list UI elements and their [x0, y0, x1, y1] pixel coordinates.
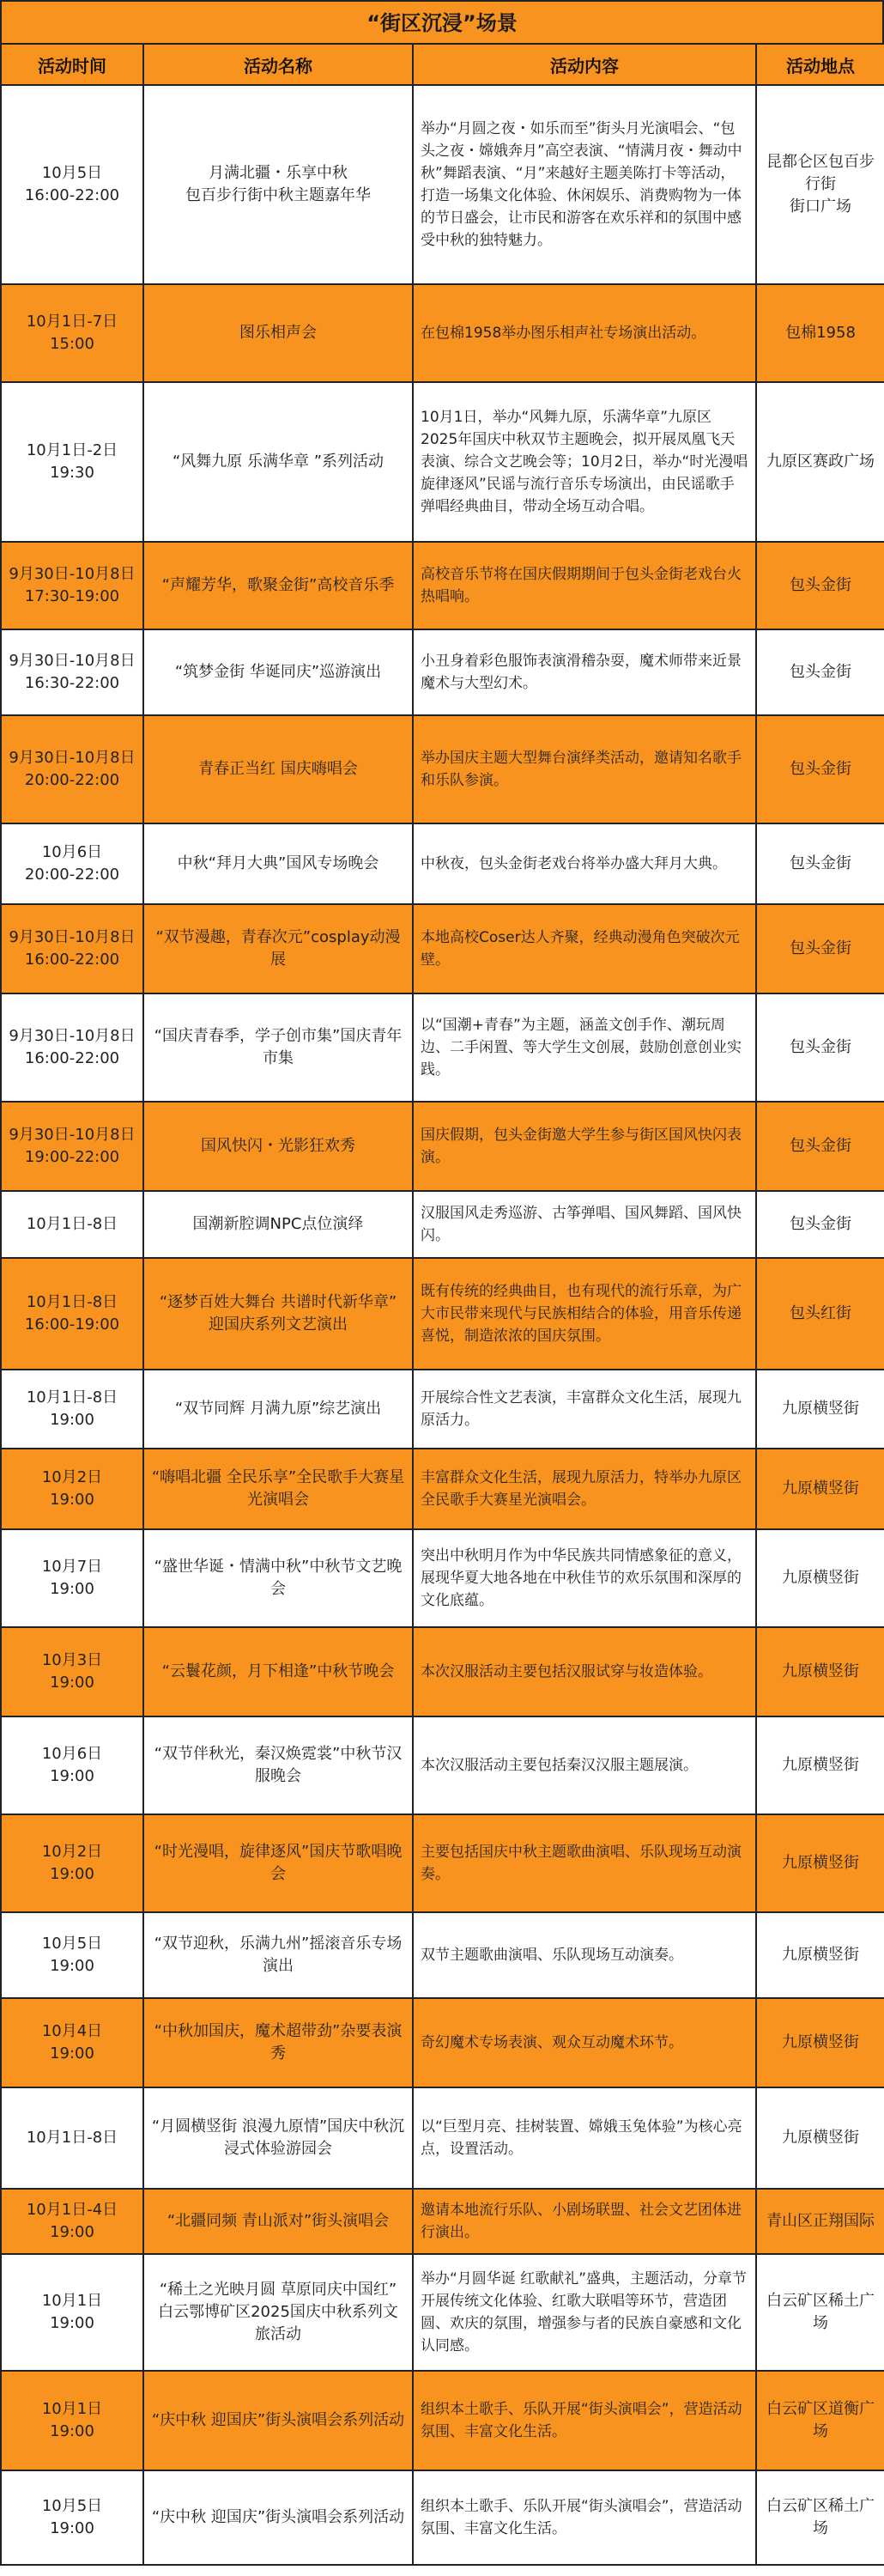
event-time-text: 9月30日-10月8日 16:00-22:00	[9, 928, 136, 969]
event-content	[413, 904, 756, 993]
event-time	[1, 2189, 143, 2254]
event-location-text: 包头金街	[790, 1137, 851, 1155]
event-name-text: 月满北疆・乐享中秋 包百步行街中秋主题嘉年华	[185, 164, 371, 204]
table-row	[1, 1449, 884, 1529]
event-time	[1, 1102, 143, 1191]
event-time	[1, 1998, 143, 2087]
event-name	[143, 1102, 413, 1191]
event-location-text: 九原横竖街	[782, 1662, 859, 1680]
event-time-text: 10月1日-4日 19:00	[26, 2201, 118, 2241]
event-content	[413, 542, 756, 629]
event-location-text: 九原横竖街	[782, 1400, 859, 1418]
header-content: 活动内容	[413, 44, 756, 85]
event-content	[413, 993, 756, 1102]
event-time	[1, 2371, 143, 2470]
event-location	[756, 715, 884, 823]
event-name	[143, 1814, 413, 1912]
event-location	[756, 1370, 884, 1449]
event-content-text: 以“国潮+青春”为主题，涵盖文创手作、潮玩周边、二手闲置、等大学生文创展，鼓励创意创业实践。	[421, 1017, 742, 1078]
event-name-text: “庆中秋 迎国庆”街头演唱会系列活动	[151, 2508, 405, 2526]
event-time-text: 10月1日 19:00	[41, 2400, 103, 2440]
table-row	[1, 1627, 884, 1716]
event-time-text: 10月1日-8日 19:00	[26, 1388, 118, 1429]
event-time-text: 9月30日-10月8日 16:00-22:00	[9, 1027, 136, 1067]
event-location-text: 白云矿区道衡广场	[766, 2400, 875, 2440]
event-location	[756, 1449, 884, 1529]
event-location-text: 包头金街	[790, 663, 851, 681]
event-content	[413, 1716, 756, 1814]
event-name	[143, 1529, 413, 1627]
event-name-text: “筑梦金街 华诞同庆”巡游演出	[174, 663, 382, 681]
event-content-text: 邀请本地流行乐队、小剧场联盟、社会文艺团体进行演出。	[421, 2202, 742, 2241]
table-row	[1, 1102, 884, 1191]
table-row	[1, 1191, 884, 1258]
table-row	[1, 1998, 884, 2087]
event-name	[143, 629, 413, 715]
event-time	[1, 629, 143, 715]
event-name	[143, 1627, 413, 1716]
event-location	[756, 284, 884, 382]
event-location	[756, 2470, 884, 2565]
event-name-text: “庆中秋 迎国庆”街头演唱会系列活动	[151, 2411, 405, 2429]
event-content-text: 举办“月圆之夜・如乐而至”街头月光演唱会、“包头之夜・嫦娥奔月”高空表演、“情满月夜・舞动中秋”舞蹈表演、“月”来越好主题美陈打卡等活动，打造一场集文化体验、休闲娱乐、消费购物为一体的节日盛会，让市民和游客在欢乐祥和的氛围中感受中秋的独特魅力。	[421, 120, 742, 249]
event-name-text: “云鬟花颜，月下相逢”中秋节晚会	[161, 1662, 395, 1680]
event-location-text: 包棉1958	[785, 324, 856, 342]
event-time-text: 10月1日-8日 16:00-19:00	[24, 1293, 120, 1334]
table-row	[1, 1814, 884, 1912]
event-content-text: 本次汉服活动主要包括秦汉汉服主题展演。	[421, 1757, 698, 1774]
event-location	[756, 993, 884, 1102]
event-location-text: 九原横竖街	[782, 1479, 859, 1498]
table-row	[1, 2371, 884, 2470]
table-row	[1, 1716, 884, 1814]
header-time: 活动时间	[1, 44, 143, 85]
event-time-text: 10月5日 16:00-22:00	[24, 164, 120, 204]
event-time	[1, 823, 143, 904]
event-content	[413, 823, 756, 904]
event-location	[756, 629, 884, 715]
event-content	[413, 2470, 756, 2565]
event-name-text: “月圆横竖街 浪漫九原情”国庆中秋沉浸式体验游园会	[151, 2117, 405, 2158]
event-name-text: 图乐相声会	[239, 324, 317, 342]
event-time-text: 10月5日 19:00	[41, 1935, 103, 1975]
event-location-text: 九原横竖街	[782, 1756, 859, 1774]
event-content-text: 组织本土歌手、乐队开展“街头演唱会”，营造活动氛围、丰富文化生活。	[421, 2401, 742, 2440]
event-location-text: 白云矿区稀土广场	[766, 2497, 875, 2537]
event-name-text: 中秋“拜月大典”国风专场晚会	[177, 854, 379, 872]
table-body	[1, 85, 884, 2565]
event-content	[413, 1627, 756, 1716]
event-name	[143, 85, 413, 284]
event-time-text: 10月1日-7日 15:00	[26, 313, 118, 353]
event-time-text: 10月1日-8日	[26, 2129, 118, 2147]
header-location: 活动地点	[756, 44, 884, 85]
event-content-text: 小丑身着彩色服饰表演滑稽杂耍，魔术师带来近景魔术与大型幻术。	[421, 653, 742, 692]
event-location-text: 青山区正翔国际	[766, 2212, 875, 2230]
event-time-text: 10月7日 19:00	[41, 1558, 103, 1598]
event-time-text: 9月30日-10月8日 20:00-22:00	[9, 749, 136, 789]
table-row	[1, 1258, 884, 1370]
event-location-text: 包头金街	[790, 760, 851, 778]
event-time	[1, 1258, 143, 1370]
event-content	[413, 2371, 756, 2470]
event-content	[413, 2189, 756, 2254]
event-name	[143, 1191, 413, 1258]
event-location-text: 包头金街	[790, 1038, 851, 1056]
event-time	[1, 1191, 143, 1258]
event-location-text: 九原横竖街	[782, 1946, 859, 1964]
event-content-text: 举办国庆主题大型舞台演绎类活动，邀请知名歌手和乐队参演。	[421, 750, 742, 789]
event-name-text: “北疆同频 青山派对”街头演唱会	[167, 2212, 390, 2230]
event-name-text: “稀土之光映月圆 草原同庆中国红” 白云鄂博矿区2025国庆中秋系列文旅活动	[158, 2281, 398, 2343]
event-name-text: “双节同辉 月满九原”综艺演出	[174, 1400, 382, 1418]
event-name	[143, 904, 413, 993]
event-content	[413, 2254, 756, 2371]
event-name-text: “逐梦百姓大舞台 共谱时代新华章” 迎国庆系列文艺演出	[159, 1293, 397, 1334]
event-location-text: 包头金街	[790, 1215, 851, 1233]
table-row	[1, 382, 884, 542]
event-content-text: 汉服国风走秀巡游、古筝弹唱、国风舞蹈、国风快闪。	[421, 1205, 742, 1244]
table-row	[1, 2254, 884, 2371]
event-content	[413, 1998, 756, 2087]
event-location-text: 包头金街	[790, 939, 851, 957]
event-content	[413, 382, 756, 542]
event-name-text: 国风快闪・光影狂欢秀	[201, 1137, 355, 1155]
event-location	[756, 85, 884, 284]
event-name-text: “双节伴秋光，秦汉焕霓裳”中秋节汉服晚会	[154, 1745, 403, 1785]
event-time-text: 10月1日 19:00	[41, 2292, 103, 2332]
event-time	[1, 1912, 143, 1998]
event-name-text: “中秋加国庆，魔术超带劲”杂要表演秀	[154, 2022, 403, 2063]
event-name	[143, 542, 413, 629]
event-time	[1, 2254, 143, 2371]
event-location-text: 包头红街	[790, 1304, 851, 1322]
table-row	[1, 2189, 884, 2254]
event-content-text: 既有传统的经典曲目，也有现代的流行乐章，为广大市民带来现代与民族相结合的体验，用音乐传递喜悦，制造浓浓的国庆氛围。	[421, 1283, 742, 1345]
event-name	[143, 382, 413, 542]
event-time-text: 10月1日-8日	[26, 1215, 118, 1233]
event-name-text: “风舞九原 乐满华章 ”系列活动	[172, 453, 384, 471]
event-table	[0, 43, 884, 2566]
event-time	[1, 993, 143, 1102]
event-name	[143, 1258, 413, 1370]
table-row	[1, 1912, 884, 1998]
event-name-text: 国潮新腔调NPC点位演绎	[192, 1215, 364, 1233]
event-content-text: 中秋夜，包头金街老戏台将举办盛大拜月大典。	[421, 855, 727, 872]
table-row	[1, 904, 884, 993]
table-row	[1, 993, 884, 1102]
event-name	[143, 823, 413, 904]
event-time-text: 10月5日 19:00	[41, 2497, 103, 2537]
event-content-text: 主要包括国庆中秋主题歌曲演唱、乐队现场互动演奏。	[421, 1844, 742, 1883]
event-time-text: 10月3日 19:00	[41, 1651, 103, 1692]
event-content-text: 以“巨型月亮、挂树装置、嫦娥玉兔体验”为核心亮点，设置活动。	[421, 2118, 742, 2158]
event-content	[413, 1191, 756, 1258]
event-content	[413, 1449, 756, 1529]
event-content-text: 在包棉1958举办图乐相声社专场演出活动。	[421, 325, 706, 342]
event-name-text: 青春正当红 国庆嗨唱会	[198, 760, 358, 778]
event-name	[143, 715, 413, 823]
event-time	[1, 2470, 143, 2565]
event-time-text: 10月6日 20:00-22:00	[24, 843, 120, 884]
event-name	[143, 2371, 413, 2470]
event-name	[143, 2189, 413, 2254]
event-name	[143, 1449, 413, 1529]
event-name	[143, 1716, 413, 1814]
event-time	[1, 1716, 143, 1814]
table-row	[1, 629, 884, 715]
event-time-text: 10月1日-2日 19:30	[26, 441, 118, 482]
event-location	[756, 1998, 884, 2087]
event-time	[1, 1814, 143, 1912]
event-content-text: 国庆假期，包头金街邀大学生参与街区国风快闪表演。	[421, 1127, 742, 1166]
event-name-text: “国庆青春季，学子创市集”国庆青年市集	[154, 1027, 403, 1067]
event-content	[413, 85, 756, 284]
event-name	[143, 1998, 413, 2087]
event-content	[413, 1370, 756, 1449]
event-content	[413, 1529, 756, 1627]
event-location	[756, 2189, 884, 2254]
event-content-text: 双节主题歌曲演唱、乐队现场互动演奏。	[421, 1947, 683, 1964]
event-location-text: 包头金街	[790, 854, 851, 872]
event-content	[413, 629, 756, 715]
event-location	[756, 1529, 884, 1627]
header-name: 活动名称	[143, 44, 413, 85]
event-name-text: “双节迎秋，乐满九州”摇滚音乐专场演出	[154, 1935, 403, 1975]
event-name-text: “时光漫唱，旋律逐风”国庆节歌唱晚会	[154, 1843, 403, 1883]
event-content	[413, 2087, 756, 2189]
event-time	[1, 382, 143, 542]
event-name	[143, 1370, 413, 1449]
event-content-text: 组织本土歌手、乐队开展“街头演唱会”，营造活动氛围、丰富文化生活。	[421, 2498, 742, 2537]
event-time	[1, 542, 143, 629]
event-location-text: 白云矿区稀土广场	[766, 2292, 875, 2332]
event-name	[143, 2470, 413, 2565]
event-time	[1, 1449, 143, 1529]
event-time-text: 10月4日 19:00	[41, 2022, 103, 2063]
table-row	[1, 2087, 884, 2189]
event-location	[756, 382, 884, 542]
table-row	[1, 1529, 884, 1627]
table-row	[1, 542, 884, 629]
event-time-text: 9月30日-10月8日 19:00-22:00	[9, 1126, 136, 1166]
event-content	[413, 1814, 756, 1912]
event-location	[756, 1102, 884, 1191]
event-time-text: 10月6日 19:00	[41, 1745, 103, 1785]
event-time	[1, 2087, 143, 2189]
event-name-text: “盛世华诞・情满中秋”中秋节文艺晚会	[154, 1558, 403, 1598]
event-name-text: “双节漫趣，青春次元”cosplay动漫展	[155, 928, 401, 969]
table-row	[1, 715, 884, 823]
event-content	[413, 715, 756, 823]
event-time	[1, 904, 143, 993]
event-location-text: 九原区赛政广场	[766, 453, 875, 471]
event-location	[756, 542, 884, 629]
event-content-text: 本次汉服活动主要包括汉服试穿与妆造体验。	[421, 1663, 712, 1680]
event-location	[756, 2371, 884, 2470]
event-location	[756, 1912, 884, 1998]
event-location-text: 九原横竖街	[782, 2129, 859, 2147]
event-location	[756, 2254, 884, 2371]
event-time	[1, 85, 143, 284]
event-name	[143, 2087, 413, 2189]
event-content-text: 奇幻魔术专场表演、观众互动魔术环节。	[421, 2034, 683, 2051]
event-location	[756, 2087, 884, 2189]
event-time-text: 10月2日 19:00	[41, 1468, 103, 1509]
event-time	[1, 1529, 143, 1627]
event-content-text: 突出中秋明月作为中华民族共同情感象征的意义，展现华夏大地各地在中秋佳节的欢乐氛围和深厚的文化底蕴。	[421, 1547, 742, 1609]
event-content-text: 开展综合性文艺表演，丰富群众文化生活，展现九原活力。	[421, 1389, 742, 1429]
event-content	[413, 284, 756, 382]
event-content	[413, 1258, 756, 1370]
event-name-text: “声耀芳华，歌聚金街”高校音乐季	[161, 576, 395, 594]
event-content	[413, 1102, 756, 1191]
event-time-text: 9月30日-10月8日 16:30-22:00	[9, 652, 136, 692]
event-location	[756, 904, 884, 993]
event-time-text: 9月30日-10月8日 17:30-19:00	[9, 565, 136, 605]
event-location	[756, 1814, 884, 1912]
event-name	[143, 993, 413, 1102]
table-row	[1, 284, 884, 382]
event-content-text: 本地高校Coser达人齐聚，经典动漫角色突破次元壁。	[421, 929, 740, 969]
event-location	[756, 1191, 884, 1258]
event-time	[1, 1370, 143, 1449]
event-location-text: 九原横竖街	[782, 1569, 859, 1587]
page-title: “街区沉浸”场景	[0, 0, 884, 43]
event-content-text: 10月1日，举办“风舞九原，乐满华章”九原区2025年国庆中秋双节主题晚会，拟开展凤凰飞天表演、综合文艺晚会等；10月2日，举办“时光漫唱 旋律逐风”民谣与流行音乐专场演出，由民谣歌手弹唱经典曲目，带动全场互动合唱。	[421, 409, 748, 515]
table-row	[1, 823, 884, 904]
event-content-text: 高校音乐节将在国庆假期期间于包头金街老戏台火热唱响。	[421, 566, 742, 605]
event-location	[756, 1627, 884, 1716]
event-name	[143, 2254, 413, 2371]
event-location	[756, 823, 884, 904]
event-time	[1, 715, 143, 823]
event-location	[756, 1716, 884, 1814]
event-time	[1, 284, 143, 382]
event-content-text: 丰富群众文化生活，展现九原活力，特举办九原区全民歌手大赛星光演唱会。	[421, 1469, 742, 1509]
event-location-text: 九原横竖街	[782, 1854, 859, 1872]
event-location-text: 包头金街	[790, 576, 851, 594]
event-location	[756, 1258, 884, 1370]
event-content	[413, 1912, 756, 1998]
event-time-text: 10月2日 19:00	[41, 1843, 103, 1883]
table-header-row	[1, 44, 884, 85]
event-time	[1, 1627, 143, 1716]
event-location-text: 昆都仑区包百步行街 街口广场	[766, 153, 875, 216]
event-location-text: 九原横竖街	[782, 2033, 859, 2051]
event-name	[143, 284, 413, 382]
event-content-text: 举办“月圆华诞 红歌献礼”盛典，主题活动，分章节开展传统文化体验、红歌大联唱等环节，营造团圆、欢庆的氛围，增强参与者的民族自豪感和文化认同感。	[421, 2270, 748, 2354]
event-name	[143, 1912, 413, 1998]
table-row	[1, 2470, 884, 2565]
table-row	[1, 1370, 884, 1449]
event-name-text: “嗨唱北疆 全民乐享”全民歌手大赛星光演唱会	[151, 1468, 405, 1509]
table-row	[1, 85, 884, 284]
